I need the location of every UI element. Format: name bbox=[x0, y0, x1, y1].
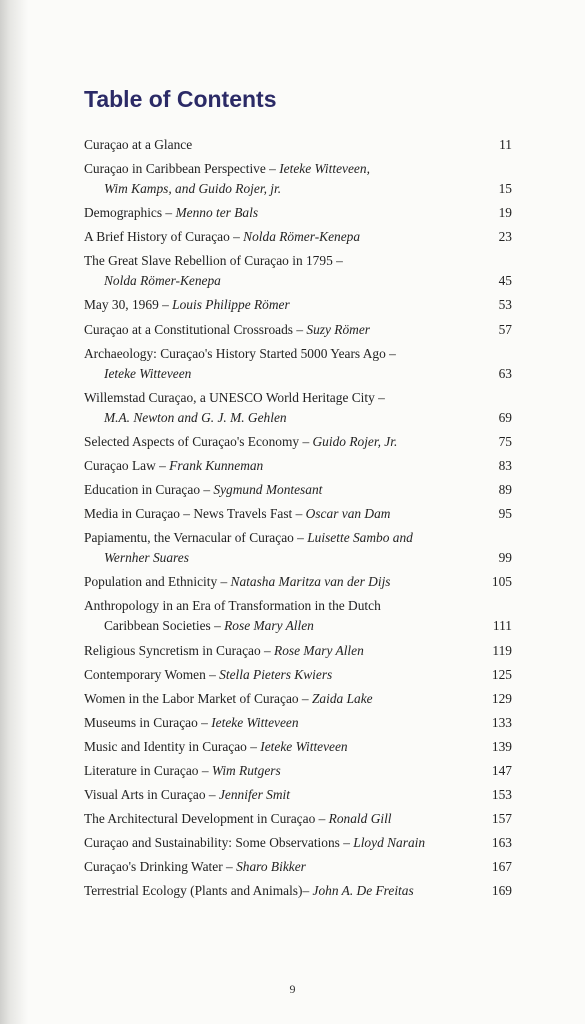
toc-entry-title: Papiamentu, the Vernacular of Curaçao – bbox=[84, 530, 308, 546]
toc-entry-text bbox=[84, 432, 469, 452]
toc-entry-page-number: 69 bbox=[498, 409, 512, 425]
toc-entry-author: Ieteke Witteveen bbox=[104, 365, 192, 381]
toc-entry-page-number: 133 bbox=[491, 714, 512, 730]
toc-entry-text bbox=[84, 528, 469, 568]
toc-entry-continuation bbox=[84, 616, 469, 636]
toc-entry[interactable] bbox=[84, 388, 512, 428]
toc-entry-title: Curaçao and Sustainability: Some Observations – bbox=[84, 835, 354, 851]
toc-entry-page-number: 19 bbox=[498, 205, 512, 221]
toc-entry-author: Wim Rutgers bbox=[211, 762, 281, 778]
toc-entry-title: Curaçao Law – bbox=[84, 457, 170, 473]
toc-entry-title: The Great Slave Rebellion of Curaçao in 1795 – bbox=[84, 253, 343, 269]
toc-entry-author: Natasha Maritza van der Dijs bbox=[230, 574, 391, 590]
toc-entry[interactable] bbox=[84, 641, 512, 661]
toc-entry-author: Wernher Suares bbox=[104, 550, 189, 566]
toc-entry-title: May 30, 1969 – bbox=[84, 297, 173, 313]
toc-entry-author: Menno ter Bals bbox=[175, 205, 259, 221]
toc-entry-text bbox=[84, 833, 469, 853]
toc-entry-continuation bbox=[84, 271, 469, 291]
toc-entry-page-number: 163 bbox=[491, 835, 512, 851]
toc-entry-page-number: 11 bbox=[499, 137, 512, 152]
toc-entry-title: Museums in Curaçao – bbox=[84, 714, 212, 730]
toc-entry[interactable] bbox=[84, 785, 512, 805]
page-number: 9 bbox=[289, 982, 296, 996]
toc-entry-text bbox=[84, 737, 469, 757]
toc-entry-title: Media in Curaçao – News Travels Fast – bbox=[84, 506, 306, 522]
toc-entry-text bbox=[84, 761, 469, 781]
toc-entry-text bbox=[84, 251, 469, 291]
toc-entry-author: Stella Pieters Kwiers bbox=[219, 666, 333, 682]
toc-entry-author: Ronald Gill bbox=[328, 811, 392, 827]
toc-entry-title: Curaçao's Drinking Water – bbox=[84, 859, 237, 875]
toc-entry-author: Luisette Sambo and bbox=[307, 530, 413, 546]
toc-entry-text bbox=[84, 295, 469, 315]
toc-entry-page-number: 125 bbox=[491, 666, 512, 682]
toc-entry-title: Selected Aspects of Curaçao's Economy – bbox=[84, 433, 313, 449]
toc-entry-text bbox=[84, 320, 469, 340]
toc-entry-continuation bbox=[84, 548, 469, 568]
toc-entry[interactable] bbox=[84, 665, 512, 685]
toc-entry-page-number: 53 bbox=[498, 297, 512, 313]
toc-entry[interactable] bbox=[84, 761, 512, 781]
toc-entry-text bbox=[84, 344, 469, 384]
toc-entry[interactable] bbox=[84, 881, 512, 901]
toc-entry-text bbox=[84, 689, 469, 709]
toc-entry-page-number: 83 bbox=[498, 457, 512, 473]
toc-entry-title: Curaçao at a Constitutional Crossroads – bbox=[84, 321, 307, 337]
toc-entry-continuation bbox=[84, 179, 469, 199]
toc-entry-page-number: 167 bbox=[491, 859, 512, 875]
toc-entry-page-number: 105 bbox=[491, 574, 512, 590]
toc-entry-text bbox=[84, 572, 469, 592]
toc-entry-title: Demographics – bbox=[84, 205, 176, 221]
toc-entry-author: Rose Mary Allen bbox=[224, 618, 314, 634]
toc-entry-author: Frank Kunneman bbox=[169, 457, 264, 473]
toc-entry-page-number: 139 bbox=[491, 738, 512, 754]
toc-entry[interactable] bbox=[84, 295, 512, 315]
toc-entry-page-number: 153 bbox=[491, 787, 512, 803]
page-title: Table of Contents bbox=[84, 86, 277, 112]
toc-entry-page-number: 23 bbox=[498, 229, 512, 245]
toc-entry-text bbox=[84, 388, 469, 428]
toc-entry-title-continued: Caribbean Societies – bbox=[104, 618, 225, 634]
toc-entry-author: Oscar van Dam bbox=[305, 506, 391, 522]
toc-entry-text bbox=[84, 227, 469, 247]
toc-entry[interactable] bbox=[84, 456, 512, 476]
toc-entry-text bbox=[84, 596, 469, 636]
toc-entry-title: Religious Syncretism in Curaçao – bbox=[84, 642, 275, 658]
toc-entry-author: Ieteke Witteveen bbox=[211, 714, 299, 730]
toc-entry-page-number: 57 bbox=[498, 321, 512, 337]
toc-entry-continuation bbox=[84, 364, 469, 384]
toc-entry-page-number: 119 bbox=[492, 642, 512, 658]
toc-entry[interactable] bbox=[84, 203, 512, 223]
toc-entry-page-number: 15 bbox=[498, 181, 512, 197]
toc-entry-author: Nolda Römer-Kenepa bbox=[243, 229, 361, 245]
toc-entry-text bbox=[84, 504, 469, 524]
toc-entry[interactable] bbox=[84, 344, 512, 384]
toc-entry[interactable] bbox=[84, 504, 512, 524]
toc-entry-page-number: 63 bbox=[498, 365, 512, 381]
toc-entry-title: Population and Ethnicity – bbox=[84, 574, 231, 590]
toc-entry-title: Curaçao in Caribbean Perspective – bbox=[84, 161, 280, 177]
toc-entry-page-number: 75 bbox=[498, 433, 512, 449]
toc-entry-author: Zaida Lake bbox=[311, 690, 373, 706]
toc-entry-author: Guido Rojer, Jr. bbox=[312, 433, 398, 449]
toc-entry-page-number: 95 bbox=[498, 506, 512, 522]
toc-entry-author: Rose Mary Allen bbox=[274, 642, 364, 658]
toc-entry-text bbox=[84, 159, 469, 199]
toc-entry[interactable] bbox=[84, 809, 512, 829]
toc-entry[interactable] bbox=[84, 833, 512, 853]
toc-entry-author: Jennifer Smit bbox=[218, 787, 290, 803]
toc-entry-author: Wim Kamps, and Guido Rojer, jr. bbox=[104, 181, 282, 197]
toc-entry[interactable] bbox=[84, 689, 512, 709]
toc-entry-author: Ieteke Witteveen, bbox=[279, 161, 370, 177]
toc-entry-title: Contemporary Women – bbox=[84, 666, 220, 682]
toc-entry-title: Willemstad Curaçao, a UNESCO World Heritage City – bbox=[84, 389, 385, 405]
toc-entry[interactable] bbox=[84, 135, 512, 155]
toc-entry-author: Sharo Bikker bbox=[236, 859, 306, 875]
toc-entry-author: John A. De Freitas bbox=[312, 883, 414, 899]
toc-entry[interactable] bbox=[84, 432, 512, 452]
toc-entry-title: Archaeology: Curaçao's History Started 5000 Years Ago – bbox=[84, 345, 396, 361]
toc-entry-text bbox=[84, 713, 469, 733]
toc-entry-text bbox=[84, 785, 469, 805]
toc-entry[interactable] bbox=[84, 857, 512, 877]
toc-entry-page-number: 169 bbox=[491, 883, 512, 899]
toc-entry-title: The Architectural Development in Curaçao – bbox=[84, 811, 329, 827]
toc-entry-title: Music and Identity in Curaçao – bbox=[84, 738, 261, 754]
toc-entry-page-number: 111 bbox=[492, 618, 512, 634]
toc-entry-page-number: 99 bbox=[498, 550, 512, 566]
page-spine-shadow bbox=[0, 0, 28, 1024]
toc-entry[interactable] bbox=[84, 596, 512, 636]
toc-entry[interactable] bbox=[84, 251, 512, 291]
toc-entry-text bbox=[84, 456, 469, 476]
toc-entry[interactable] bbox=[84, 320, 512, 340]
toc-entry-text bbox=[84, 135, 469, 155]
toc-entry-author: M.A. Newton and G. J. M. Gehlen bbox=[104, 409, 287, 425]
toc-entry-page-number: 157 bbox=[491, 811, 512, 827]
toc-entry-text bbox=[84, 881, 469, 901]
toc-entry[interactable] bbox=[84, 528, 512, 568]
toc-entry-title: Terrestrial Ecology (Plants and Animals)– bbox=[84, 883, 313, 899]
toc-entry[interactable] bbox=[84, 227, 512, 247]
toc-entry-text bbox=[84, 665, 469, 685]
toc-entry-title: Visual Arts in Curaçao – bbox=[84, 787, 219, 803]
toc-entry-page-number: 129 bbox=[491, 690, 512, 706]
toc-entry-author: Nolda Römer-Kenepa bbox=[104, 273, 221, 289]
toc-entry-author: Lloyd Narain bbox=[353, 835, 426, 851]
toc-entry[interactable] bbox=[84, 572, 512, 592]
toc-entry-text bbox=[84, 480, 469, 500]
toc-entry[interactable] bbox=[84, 480, 512, 500]
toc-entry-text bbox=[84, 203, 469, 223]
table-of-contents bbox=[84, 135, 512, 906]
toc-entry[interactable] bbox=[84, 737, 512, 757]
toc-entry[interactable] bbox=[84, 713, 512, 733]
toc-entry[interactable] bbox=[84, 159, 512, 199]
toc-entry-author: Suzy Römer bbox=[306, 321, 370, 337]
toc-entry-text bbox=[84, 641, 469, 661]
toc-entry-title: A Brief History of Curaçao – bbox=[84, 229, 244, 245]
toc-entry-page-number: 45 bbox=[498, 273, 512, 289]
toc-entry-text bbox=[84, 809, 469, 829]
toc-entry-author: Ieteke Witteveen bbox=[260, 738, 348, 754]
toc-entry-title: Women in the Labor Market of Curaçao – bbox=[84, 690, 312, 706]
toc-entry-page-number: 89 bbox=[498, 482, 512, 498]
toc-entry-text bbox=[84, 857, 469, 877]
toc-entry-author: Sygmund Montesant bbox=[213, 482, 323, 498]
toc-entry-title: Education in Curaçao – bbox=[84, 482, 214, 498]
toc-entry-continuation bbox=[84, 408, 469, 428]
toc-entry-title: Curaçao at a Glance bbox=[84, 137, 193, 152]
toc-entry-title: Anthropology in an Era of Transformation in the Dutch bbox=[84, 598, 381, 614]
toc-entry-page-number: 147 bbox=[491, 762, 512, 778]
toc-entry-title: Literature in Curaçao – bbox=[84, 762, 212, 778]
toc-entry-author: Louis Philippe Römer bbox=[172, 297, 290, 313]
